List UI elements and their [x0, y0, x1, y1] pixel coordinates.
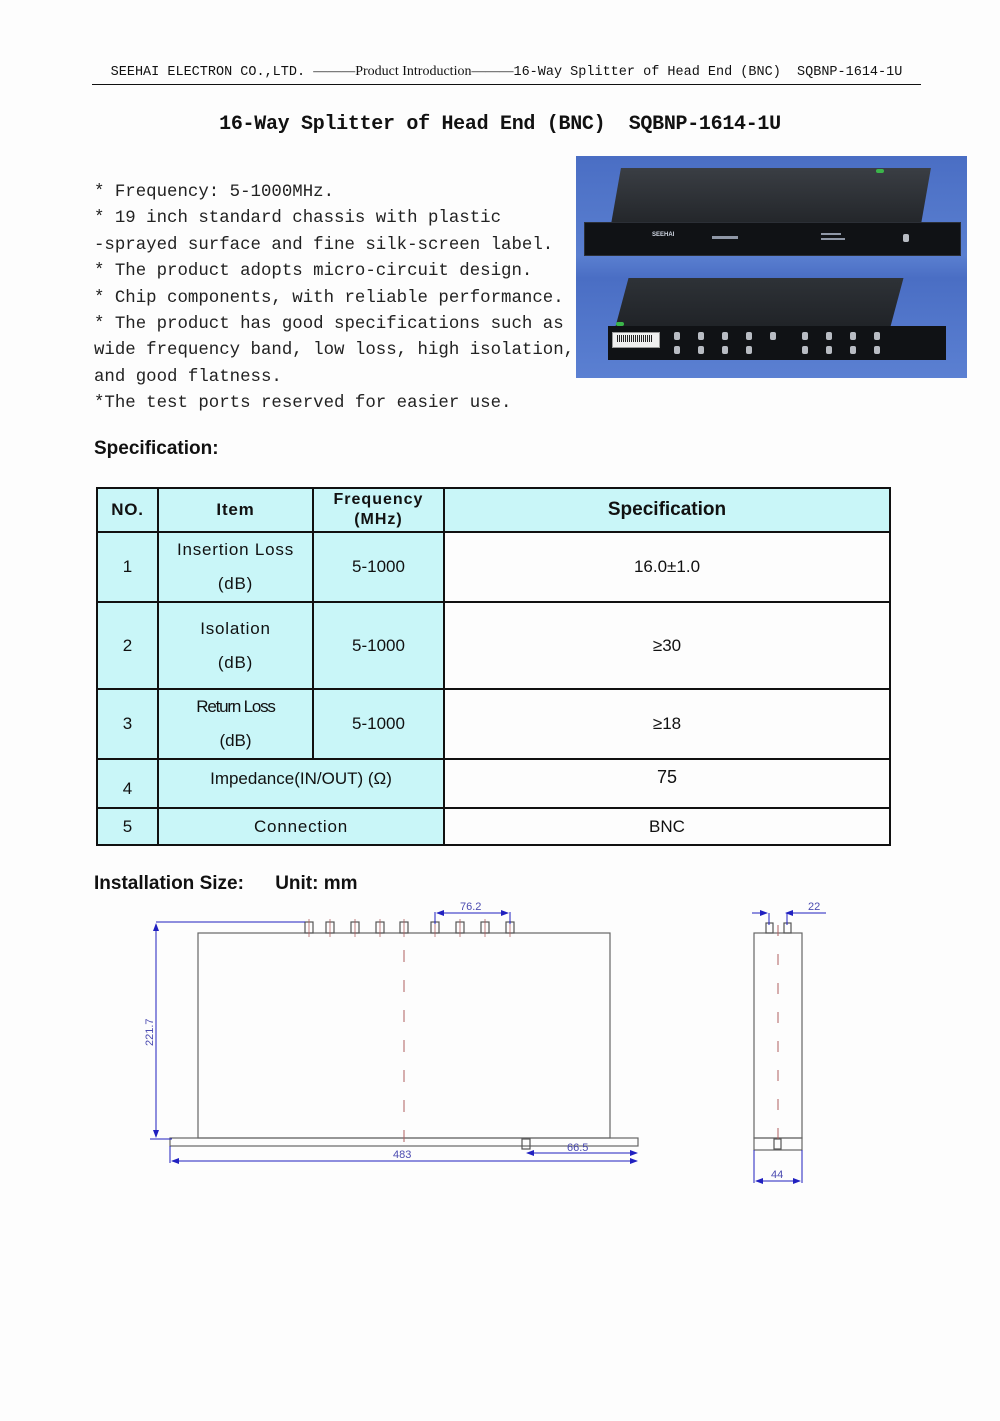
cell-frequency: 5-1000 [313, 602, 444, 689]
output-port [506, 922, 514, 933]
side-port [766, 923, 773, 933]
cell-spec: 75 [444, 759, 890, 808]
cell-no: 1 [97, 532, 158, 602]
feature-line: * Chip components, with reliable performance. [94, 288, 564, 308]
header-product: 16-Way Splitter of Head End (BNC) [513, 65, 781, 80]
cell-item [158, 532, 313, 602]
input-connector [903, 234, 909, 242]
cell-frequency: 5-1000 [313, 532, 444, 602]
table-row [97, 808, 890, 845]
bnc-connector [826, 346, 832, 354]
side-port [784, 923, 791, 933]
col-header-item: Item [158, 488, 313, 532]
output-port [376, 922, 384, 933]
cell-item [158, 689, 313, 759]
bnc-connector [674, 346, 680, 354]
output-port [351, 922, 359, 933]
table-row [97, 532, 890, 602]
output-port [305, 922, 313, 933]
feature-list [94, 180, 575, 418]
bnc-connector [674, 332, 680, 340]
output-port [456, 922, 464, 933]
feature-line: * The product has good specifications such as [94, 315, 564, 335]
freq-label: Frequency [333, 491, 424, 508]
installation-heading [94, 873, 358, 895]
feature-line: -sprayed surface and fine silk-screen label. [94, 235, 554, 255]
output-port [481, 922, 489, 933]
bnc-connector [850, 332, 856, 340]
panel-label [821, 238, 845, 240]
bnc-connector [802, 346, 808, 354]
company-name: SEEHAI ELECTRON CO.,LTD. [110, 65, 306, 80]
page-header [92, 60, 921, 85]
side-input-port [774, 1139, 781, 1149]
spacing-label: 76.2 [460, 901, 482, 913]
bnc-connector [826, 332, 832, 340]
output-port [326, 922, 334, 933]
header-dash: ——— [313, 64, 356, 79]
bnc-connector [770, 332, 776, 340]
offset-label: 66.5 [567, 1142, 589, 1154]
item-unit: (dB) [219, 731, 252, 750]
freq-unit: (MHz) [354, 511, 403, 528]
specification-heading: Specification: [94, 438, 219, 459]
cell-spec: ≥30 [444, 602, 890, 689]
green-mark [616, 322, 624, 326]
side-flange [754, 1138, 802, 1150]
table-header-row [97, 488, 890, 532]
col-header-frequency [313, 488, 444, 532]
installation-title: Installation Size: [94, 873, 244, 894]
cell-item: Connection [158, 808, 444, 845]
cell-no: 4 [97, 759, 158, 808]
header-model: SQBNP-1614-1U [797, 65, 903, 80]
bnc-connector [802, 332, 808, 340]
output-ports [305, 919, 514, 937]
col-header-specification: Specification [444, 488, 890, 532]
height-label: 44 [771, 1169, 784, 1181]
product-photo [576, 156, 967, 378]
front-flange [170, 1138, 638, 1146]
bnc-connector [874, 346, 880, 354]
brand-logo: SEEHAI [652, 232, 675, 238]
feature-line: and good flatness. [94, 367, 282, 387]
output-port [431, 922, 439, 933]
col-header-no: NO. [97, 488, 158, 532]
chassis-top-lid [611, 168, 931, 224]
cell-spec: 16.0±1.0 [444, 532, 890, 602]
depth-label: 221.7 [144, 1018, 156, 1046]
bnc-connector [698, 332, 704, 340]
bnc-connector [698, 346, 704, 354]
bnc-connector [722, 346, 728, 354]
item-unit: (dB) [217, 652, 254, 672]
input-port [522, 1139, 530, 1149]
cell-no: 2 [97, 602, 158, 689]
cell-spec: ≥18 [444, 689, 890, 759]
width-label: 483 [393, 1149, 412, 1161]
unit-label: Unit: mm [275, 873, 358, 894]
header-section: Product Introduction [355, 64, 472, 79]
table-row [97, 689, 890, 759]
bnc-connector [722, 332, 728, 340]
feature-line: * 19 inch standard chassis with plastic [94, 209, 502, 229]
feature-line: * Frequency: 5-1000MHz. [94, 183, 335, 202]
bnc-connector [850, 346, 856, 354]
item-name: Return Loss [196, 697, 275, 716]
header-dash: ——— [471, 64, 514, 79]
output-port [400, 922, 408, 933]
cell-no: 3 [97, 689, 158, 759]
barcode-label [612, 332, 660, 348]
cell-frequency: 5-1000 [313, 689, 444, 759]
cell-item [158, 602, 313, 689]
item-unit: (dB) [217, 574, 254, 593]
feature-line: * The product adopts micro-circuit design. [94, 262, 533, 282]
feature-line: *The test ports reserved for easier use. [94, 394, 512, 414]
panel-label [821, 233, 841, 235]
item-name: Insertion Loss [176, 540, 295, 559]
feature-line: wide frequency band, low loss, high isolation, [94, 341, 575, 361]
page-title: 16-Way Splitter of Head End (BNC) SQBNP-1614-1U [219, 113, 781, 136]
cell-spec: BNC [444, 808, 890, 845]
bnc-connector [746, 346, 752, 354]
bnc-connector [746, 332, 752, 340]
specification-table [96, 487, 891, 846]
table-row [97, 759, 890, 808]
side-spacing-label: 22 [808, 901, 821, 913]
cell-item: Impedance(IN/OUT) (Ω) [158, 759, 444, 808]
item-name: Isolation [200, 618, 271, 638]
green-mark [876, 169, 884, 173]
panel-label [712, 236, 738, 239]
table-row [97, 602, 890, 689]
chassis-outline [198, 933, 610, 1138]
side-outline [754, 933, 802, 1138]
bnc-connector [874, 332, 880, 340]
cell-no: 5 [97, 808, 158, 845]
